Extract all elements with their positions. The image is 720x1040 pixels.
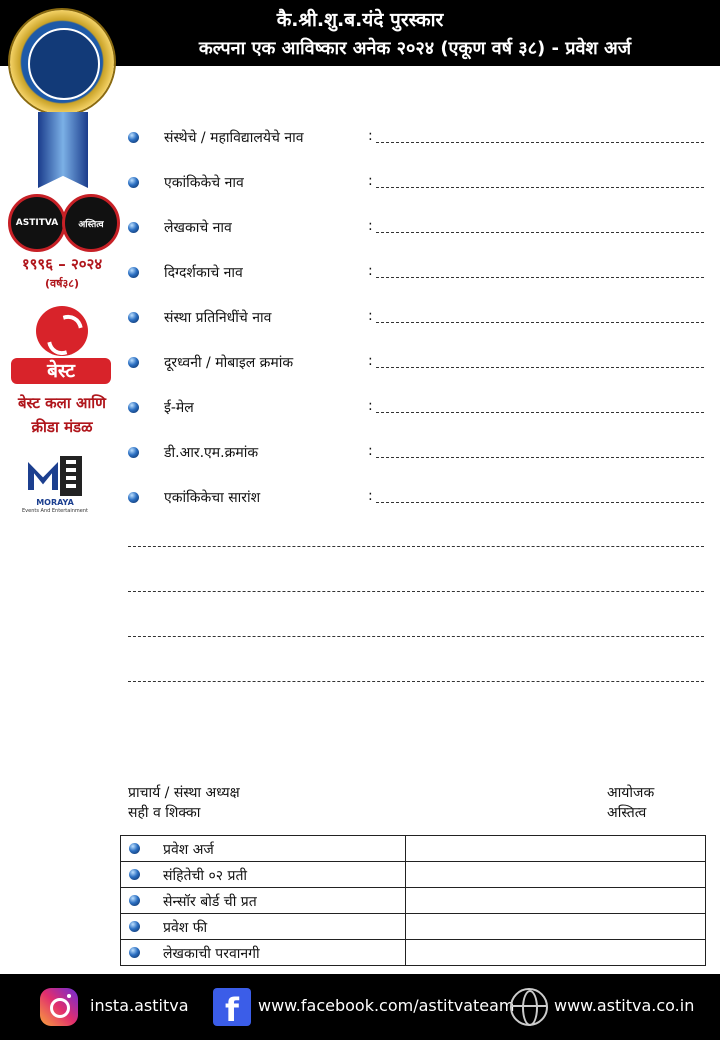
checklist-check-cell[interactable]: [406, 888, 706, 914]
instagram-icon[interactable]: [40, 988, 78, 1026]
medal-ribbon: [38, 112, 88, 188]
best-badge: बेस्ट: [11, 358, 111, 384]
checklist-row: संहितेची ०२ प्रती: [121, 862, 706, 888]
document-checklist: [120, 835, 706, 966]
moraya-name: MORAYA: [36, 498, 74, 507]
summary-line[interactable]: [128, 681, 704, 682]
moraya-tagline: Events And Entertainment: [22, 508, 88, 514]
checklist-row: लेखकाची परवानगी: [121, 940, 706, 966]
field-phone[interactable]: दूरध्वनी / मोबाइल क्रमांक :: [128, 353, 704, 377]
facebook-link[interactable]: www.facebook.com/astitvateam: [258, 996, 515, 1015]
best-org-line1: बेस्ट कला आणि: [17, 394, 107, 412]
organizer-signature-block: आयोजक अस्तित्व: [607, 785, 655, 821]
fill-line[interactable]: [376, 187, 704, 188]
instagram-link[interactable]: insta.astitva: [90, 996, 189, 1015]
globe-bullet-icon: [128, 492, 139, 503]
field-director-name[interactable]: दिग्दर्शकाचे नाव :: [128, 263, 704, 287]
fill-line[interactable]: [376, 322, 704, 323]
moraya-logo: [28, 456, 84, 496]
checklist-row: प्रवेश अर्ज: [121, 836, 706, 862]
fill-line[interactable]: [376, 412, 704, 413]
field-drm-number[interactable]: डी.आर.एम.क्रमांक :: [128, 443, 704, 467]
globe-bullet-icon: [129, 895, 140, 906]
facebook-icon[interactable]: f: [213, 988, 251, 1026]
checklist-check-cell[interactable]: [406, 940, 706, 966]
summary-line[interactable]: [128, 546, 704, 547]
form-title: कल्पना एक आविष्कार अनेक २०२४ (एकूण वर्ष ३८) - प्रवेश अर्ज: [198, 38, 632, 59]
globe-bullet-icon: [128, 267, 139, 278]
globe-bullet-icon: [128, 312, 139, 323]
field-play-name[interactable]: एकांकिकेचे नाव :: [128, 173, 704, 197]
globe-bullet-icon: [128, 357, 139, 368]
checklist-check-cell[interactable]: [406, 836, 706, 862]
globe-bullet-icon: [129, 843, 140, 854]
award-medal-logo: [10, 10, 114, 114]
years-range: १९९६ – २०२४: [21, 255, 103, 273]
fill-line[interactable]: [376, 367, 704, 368]
fill-line[interactable]: [376, 232, 704, 233]
field-writer-name[interactable]: लेखकाचे नाव :: [128, 218, 704, 242]
checklist-check-cell[interactable]: [406, 862, 706, 888]
globe-bullet-icon: [128, 402, 139, 413]
globe-bullet-icon: [128, 447, 139, 458]
years-count: (वर्ष३८): [45, 277, 79, 290]
award-title: कै.श्री.शु.ब.यंदे पुरस्कार: [276, 9, 444, 31]
checklist-check-cell[interactable]: [406, 914, 706, 940]
footer-bar: [0, 974, 720, 1040]
globe-bullet-icon: [128, 222, 139, 233]
principal-signature-block: प्राचार्य / संस्था अध्यक्ष सही व शिक्का: [128, 785, 240, 821]
checklist-row: सेन्सॉर बोर्ड ची प्रत: [121, 888, 706, 914]
globe-bullet-icon: [128, 132, 139, 143]
summary-line[interactable]: [128, 636, 704, 637]
best-org-line2: क्रीडा मंडळ: [31, 418, 93, 436]
fill-line[interactable]: [376, 142, 704, 143]
globe-bullet-icon: [129, 947, 140, 958]
field-institution-name[interactable]: संस्थेचे / महाविद्यालयेचे नाव :: [128, 128, 704, 152]
checklist-row: प्रवेश फी: [121, 914, 706, 940]
website-link[interactable]: www.astitva.co.in: [554, 996, 695, 1015]
fill-line[interactable]: [376, 502, 704, 503]
globe-bullet-icon: [129, 869, 140, 880]
fill-line[interactable]: [376, 277, 704, 278]
globe-icon[interactable]: [510, 988, 548, 1026]
best-swirl-logo: [36, 306, 88, 356]
summary-line[interactable]: [128, 591, 704, 592]
field-email[interactable]: ई-मेल :: [128, 398, 704, 422]
field-representative-name[interactable]: संस्था प्रतिनिधींचे नाव :: [128, 308, 704, 332]
astitva-logo: ASTITVA: [8, 194, 66, 252]
globe-bullet-icon: [128, 177, 139, 188]
fill-line[interactable]: [376, 457, 704, 458]
globe-bullet-icon: [129, 921, 140, 932]
field-play-summary[interactable]: एकांकिकेचा सारांश :: [128, 488, 704, 512]
astitva-marathi-logo: अस्तित्व: [62, 194, 120, 252]
